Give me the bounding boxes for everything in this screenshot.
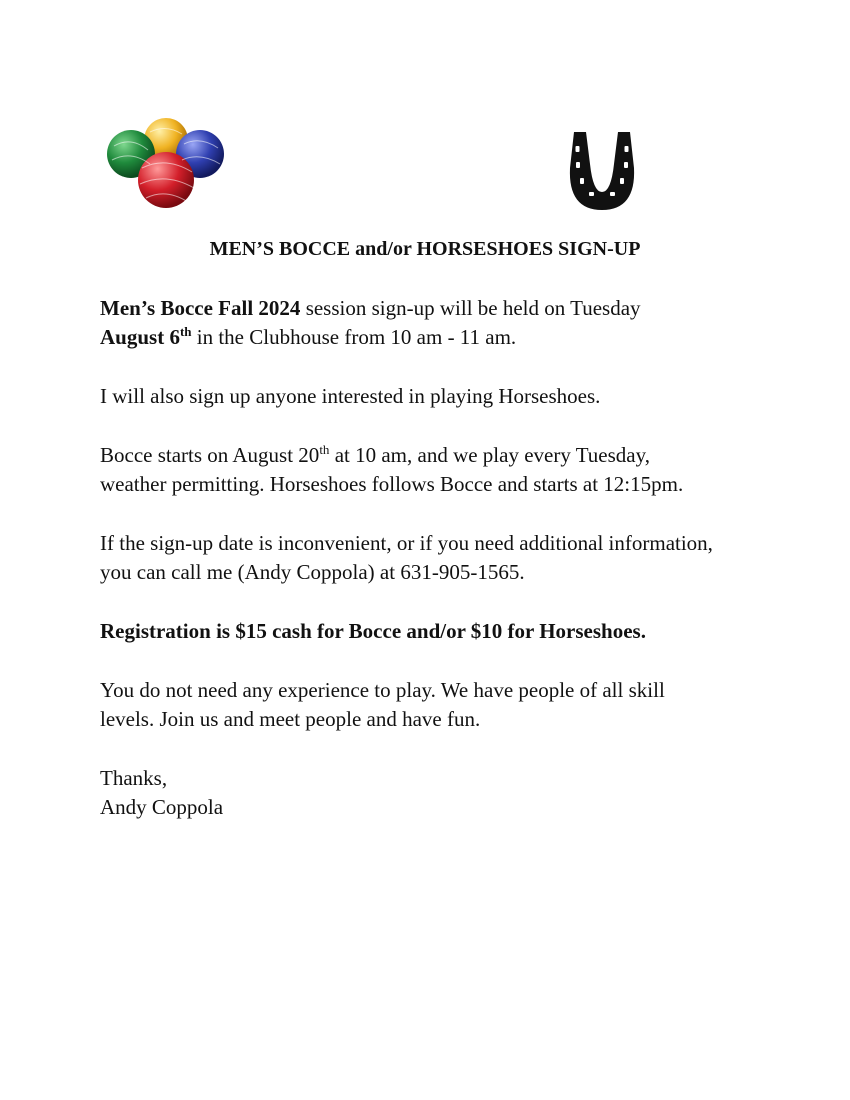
- contact-line-1: If the sign-up date is inconvenient, or if you need additional information,: [100, 531, 713, 555]
- signoff: [100, 764, 780, 822]
- signup-location: in the Clubhouse from 10 am - 11 am.: [191, 325, 517, 349]
- registration-paragraph: [100, 617, 780, 646]
- schedule-paragraph: [100, 441, 780, 499]
- letter-body: [100, 294, 780, 822]
- bocce-balls-icon: [104, 116, 230, 210]
- session-name: Men’s Bocce Fall 2024: [100, 296, 301, 320]
- registration-fee: Registration is $15 cash for Bocce and/or $10 for Horseshoes.: [100, 619, 646, 643]
- horseshoe-icon: [560, 124, 644, 214]
- signup-text: session sign-up will be held on Tuesday: [300, 296, 641, 320]
- signup-date-text: August 6: [100, 325, 180, 349]
- experience-paragraph: [100, 676, 780, 734]
- signup-paragraph: [100, 294, 780, 352]
- signup-date-suffix: th: [179, 324, 192, 339]
- page-title: MEN’S BOCCE and/or HORSESHOES SIGN-UP: [209, 238, 641, 260]
- signup-date: [100, 325, 192, 349]
- signoff-name: Andy Coppola: [100, 795, 224, 819]
- contact-paragraph: [100, 529, 780, 587]
- signoff-thanks: Thanks,: [100, 766, 168, 790]
- start-date-suffix: th: [319, 442, 330, 457]
- horseshoes-paragraph: I will also sign up anyone interested in playing Horseshoes.: [100, 384, 601, 408]
- start-time-text: at 10 am, and we play every Tuesday,: [329, 443, 651, 467]
- horseshoes-time-text: weather permitting. Horseshoes follows Bocce and starts at 12:15pm.: [100, 472, 684, 496]
- experience-line-1: You do not need any experience to play. We have people of all skill: [100, 678, 665, 702]
- contact-line-2: you can call me (Andy Coppola) at 631-905-1565.: [100, 560, 525, 584]
- start-date-text: Bocce starts on August 20: [100, 443, 320, 467]
- experience-line-2: levels. Join us and meet people and have fun.: [100, 707, 481, 731]
